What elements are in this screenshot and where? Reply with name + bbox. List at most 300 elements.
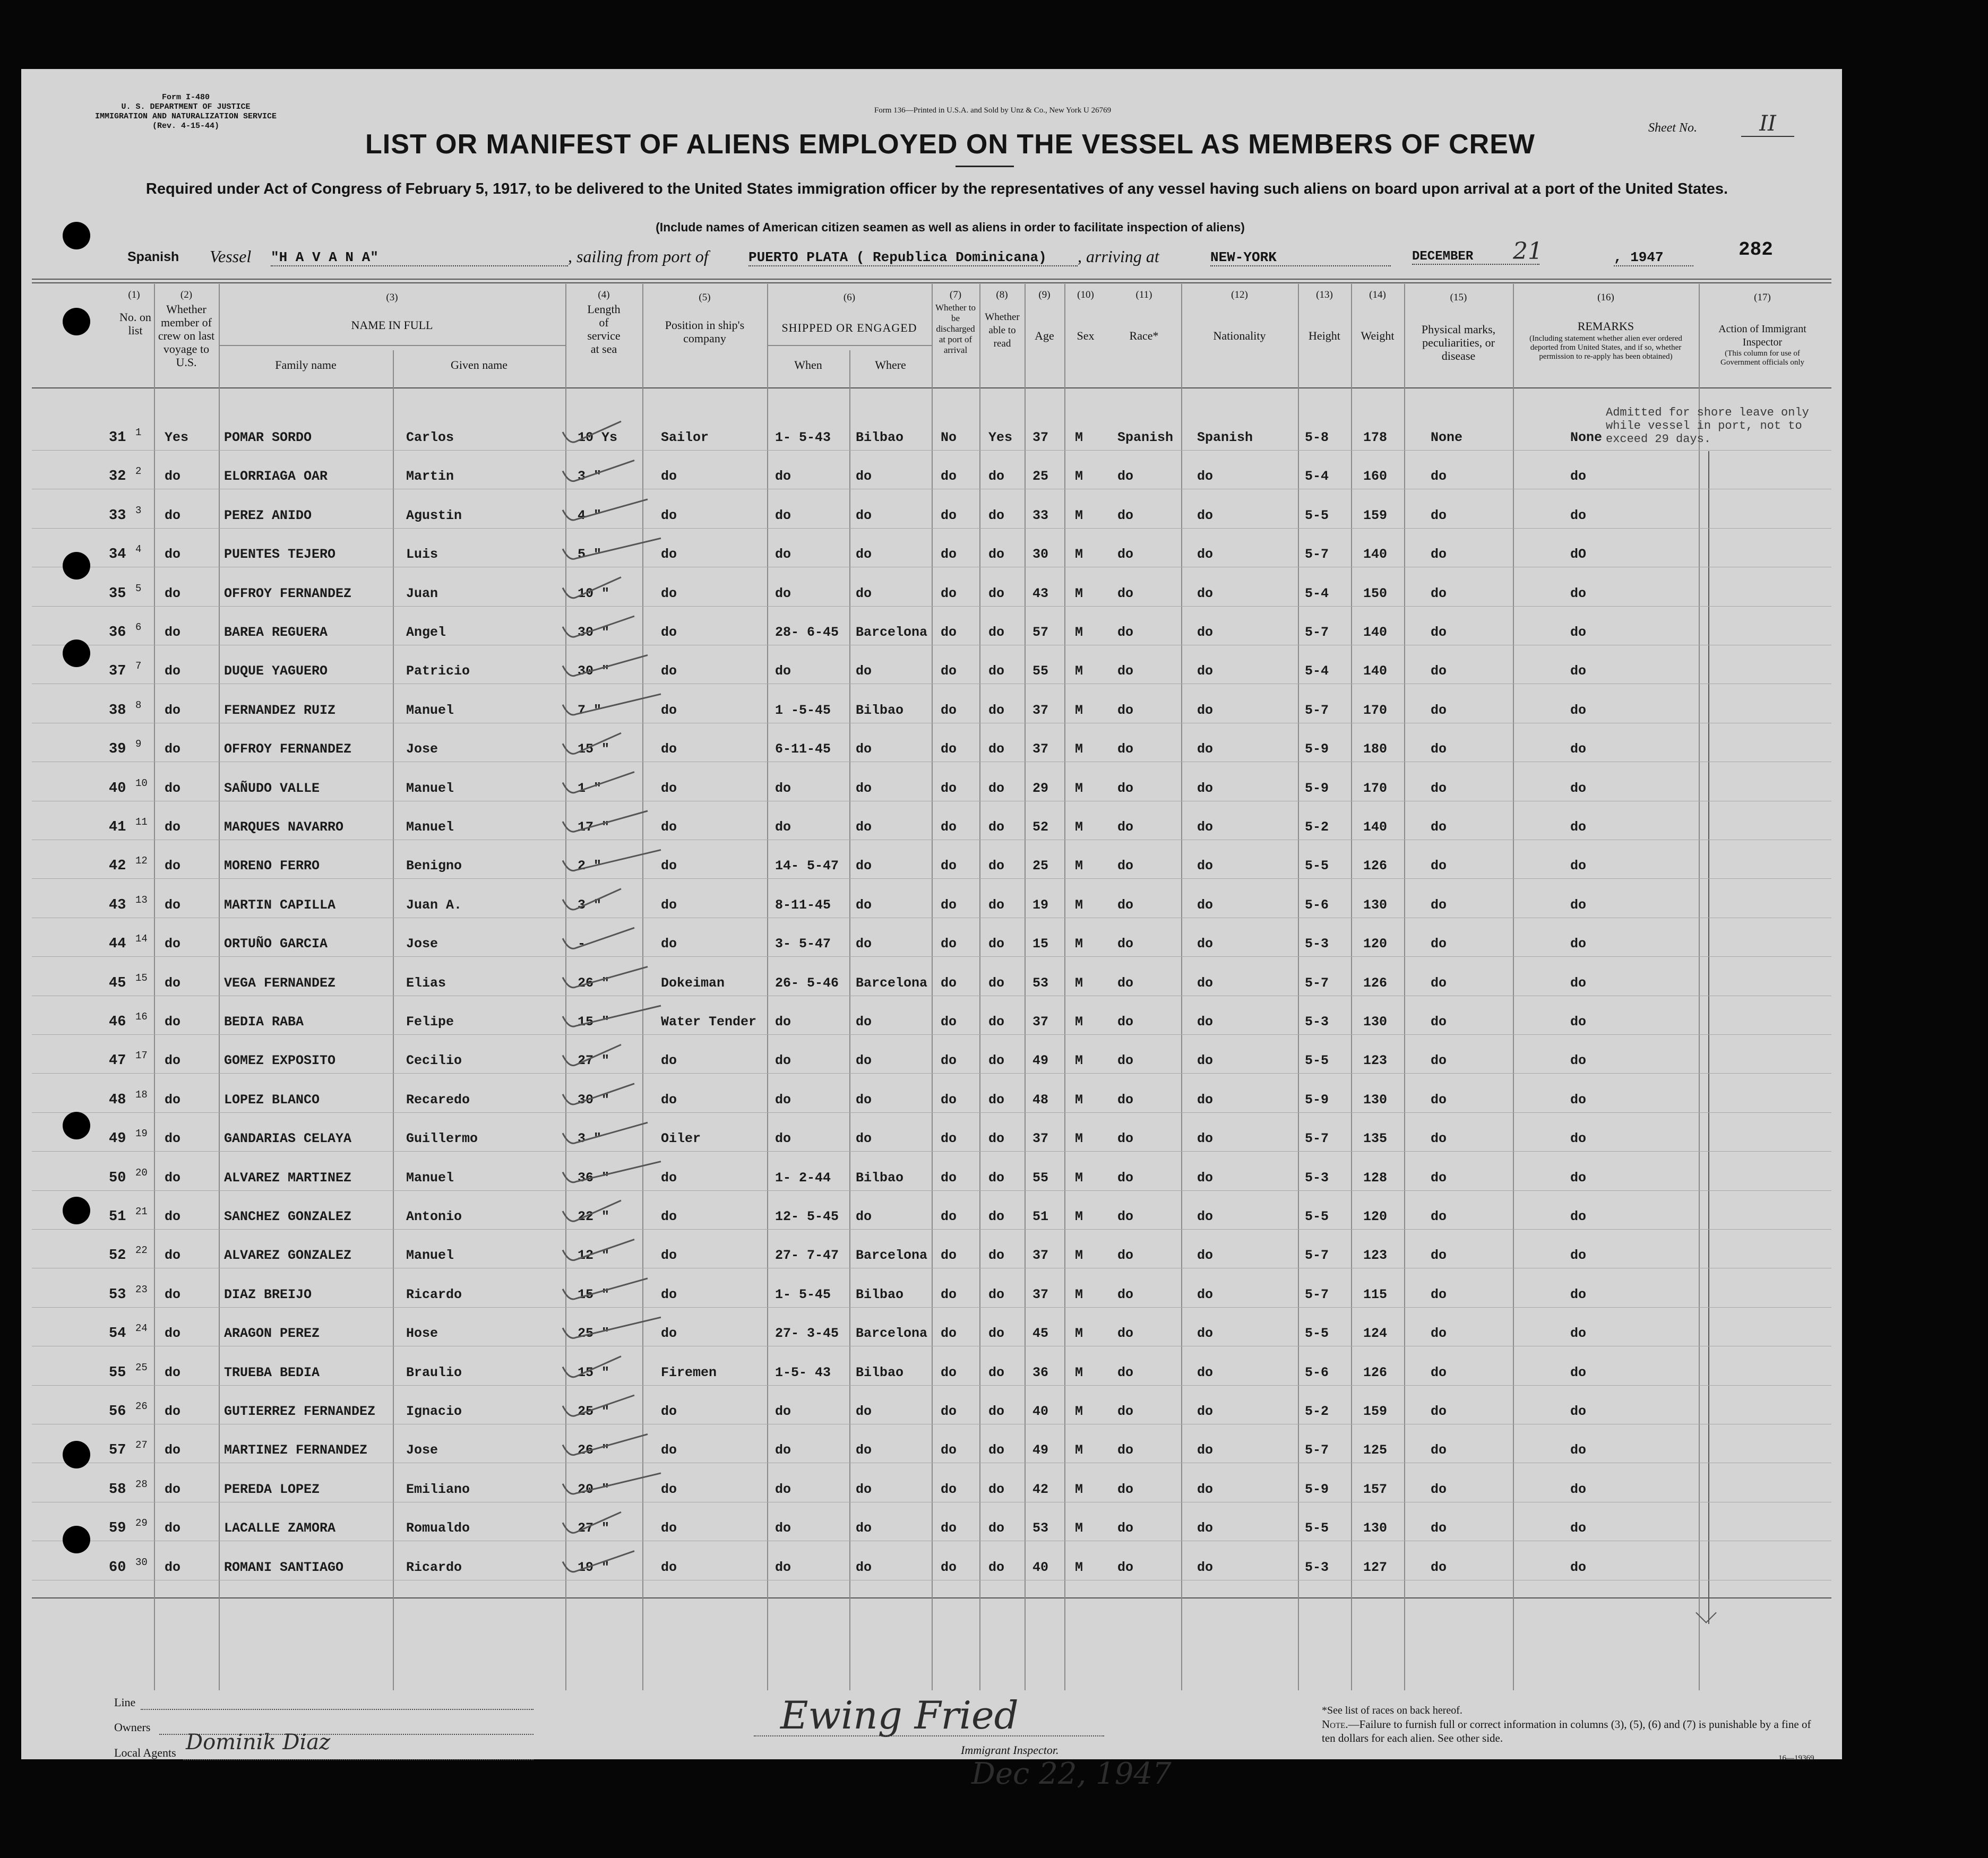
table-cell-age: 37 bbox=[1032, 1248, 1049, 1264]
pencil-tick bbox=[563, 1317, 661, 1338]
table-cell-row-number: 42 bbox=[109, 858, 126, 875]
pencil-tick bbox=[563, 655, 648, 676]
table-cell-length-of-service: 36 " bbox=[578, 1170, 610, 1186]
line-label: Line bbox=[114, 1696, 136, 1709]
table-cell-height: 5-4 bbox=[1305, 663, 1329, 679]
arriving-label: , arriving at bbox=[1078, 247, 1159, 266]
table-cell-discharge-flag: do bbox=[941, 507, 957, 523]
table-cell-shipped-where: do bbox=[856, 819, 872, 835]
table-cell-sex: M bbox=[1075, 975, 1083, 991]
table-cell-crew-member-flag: do bbox=[165, 663, 181, 679]
table-cell-physical-marks: do bbox=[1431, 897, 1447, 913]
table-cell-race: do bbox=[1117, 780, 1134, 796]
table-cell-physical-marks: do bbox=[1431, 1131, 1447, 1147]
table-cell-remarks: do bbox=[1570, 625, 1587, 640]
table-cell-row-line-number: 22 bbox=[135, 1245, 148, 1257]
table-cell-crew-member-flag: do bbox=[165, 547, 181, 563]
table-cell-remarks: dO bbox=[1570, 547, 1587, 563]
table-cell-row-number: 45 bbox=[109, 975, 126, 991]
table-cell-family-name: TRUEBA BEDIA bbox=[224, 1364, 320, 1380]
table-cell-race: do bbox=[1117, 507, 1134, 523]
table-cell-discharge-flag: do bbox=[941, 741, 957, 757]
table-cell-crew-member-flag: do bbox=[165, 780, 181, 796]
table-cell-race: do bbox=[1117, 936, 1134, 952]
table-cell-family-name: POMAR SORDO bbox=[224, 430, 312, 445]
col6-when-header: When bbox=[794, 358, 822, 371]
table-cell-race: do bbox=[1117, 1209, 1134, 1224]
table-cell-shipped-where: do bbox=[856, 507, 872, 523]
table-cell-physical-marks: do bbox=[1431, 1364, 1447, 1380]
table-cell-sex: M bbox=[1075, 663, 1083, 679]
col6-header: SHIPPED OR ENGAGED bbox=[781, 321, 917, 334]
table-cell-position: do bbox=[661, 1209, 677, 1224]
table-cell-age: 49 bbox=[1032, 1053, 1049, 1069]
table-cell-physical-marks: do bbox=[1431, 858, 1447, 874]
table-cell-discharge-flag: do bbox=[941, 897, 957, 913]
table-cell-crew-member-flag: do bbox=[165, 1053, 181, 1069]
table-cell-remarks: do bbox=[1570, 663, 1587, 679]
col10-header: Sex bbox=[1077, 329, 1095, 342]
table-cell-row-line-number: 9 bbox=[135, 738, 142, 750]
table-cell-position: do bbox=[661, 1248, 677, 1264]
table-cell-nationality: do bbox=[1197, 625, 1214, 640]
table-cell-crew-member-flag: do bbox=[165, 1092, 181, 1108]
col17-number: (17) bbox=[1754, 292, 1771, 303]
table-cell-race: do bbox=[1117, 819, 1134, 835]
table-cell-position: do bbox=[661, 625, 677, 640]
table-cell-shipped-where: do bbox=[856, 1520, 872, 1536]
table-cell-given-name: Martin bbox=[406, 469, 454, 485]
vessel-name: "H A V A N A" bbox=[271, 249, 568, 266]
table-cell-discharge-flag: do bbox=[941, 585, 957, 601]
inspector-arrow-line bbox=[1708, 451, 1709, 1624]
table-cell-row-line-number: 28 bbox=[135, 1478, 148, 1490]
table-cell-height: 5-3 bbox=[1305, 1170, 1329, 1186]
table-cell-height: 5-7 bbox=[1305, 975, 1329, 991]
table-cell-weight: 130 bbox=[1363, 1520, 1388, 1536]
binder-hole bbox=[63, 308, 90, 335]
table-cell-sex: M bbox=[1075, 858, 1083, 874]
pencil-tick bbox=[563, 1473, 661, 1494]
col4-number: (4) bbox=[598, 289, 610, 300]
table-cell-nationality: do bbox=[1197, 507, 1214, 523]
col8-number: (8) bbox=[996, 289, 1008, 300]
table-cell-crew-member-flag: do bbox=[165, 585, 181, 601]
owners-label: Owners bbox=[114, 1721, 151, 1734]
table-cell-family-name: LOPEZ BLANCO bbox=[224, 1092, 320, 1108]
pencil-tick bbox=[563, 967, 648, 988]
col10-number: (10) bbox=[1077, 289, 1094, 300]
table-cell-age: 33 bbox=[1032, 507, 1049, 523]
table-cell-row-line-number: 8 bbox=[135, 699, 142, 711]
table-cell-given-name: Jose bbox=[406, 936, 438, 952]
races-note: *See list of races on back hereof. bbox=[1322, 1705, 1462, 1716]
table-cell-shipped-where: do bbox=[856, 1209, 872, 1224]
table-cell-family-name: DUQUE YAGUERO bbox=[224, 663, 328, 679]
table-cell-row-line-number: 13 bbox=[135, 894, 148, 906]
table-cell-able-to-read: do bbox=[988, 897, 1005, 913]
table-cell-nationality: do bbox=[1197, 1286, 1214, 1302]
table-cell-shipped-when: do bbox=[775, 1442, 791, 1458]
table-cell-position: do bbox=[661, 819, 677, 835]
table-cell-age: 53 bbox=[1032, 975, 1049, 991]
table-cell-crew-member-flag: do bbox=[165, 858, 181, 874]
table-cell-given-name: Braulio bbox=[406, 1364, 462, 1380]
table-cell-physical-marks: do bbox=[1431, 936, 1447, 952]
pencil-tick bbox=[563, 577, 621, 598]
table-cell-row-line-number: 25 bbox=[135, 1361, 148, 1373]
col15-number: (15) bbox=[1450, 292, 1467, 303]
pencil-tick bbox=[563, 460, 634, 481]
table-cell-given-name: Jose bbox=[406, 1442, 438, 1458]
table-cell-race: do bbox=[1117, 625, 1134, 640]
table-cell-sex: M bbox=[1075, 1286, 1083, 1302]
table-cell-family-name: OFFROY FERNANDEZ bbox=[224, 741, 352, 757]
table-cell-weight: 130 bbox=[1363, 1092, 1388, 1108]
row-rule bbox=[32, 1073, 1831, 1074]
table-cell-weight: 123 bbox=[1363, 1053, 1388, 1069]
col9-number: (9) bbox=[1038, 289, 1051, 300]
table-cell-discharge-flag: do bbox=[941, 1053, 957, 1069]
table-cell-row-number: 33 bbox=[109, 507, 126, 524]
table-top-rule bbox=[32, 279, 1831, 280]
table-cell-row-number: 56 bbox=[109, 1404, 126, 1420]
table-cell-age: 25 bbox=[1032, 469, 1049, 485]
page-number: 282 bbox=[1739, 239, 1773, 261]
table-cell-sex: M bbox=[1075, 1364, 1083, 1380]
table-cell-shipped-when: do bbox=[775, 1481, 791, 1497]
table-cell-weight: 130 bbox=[1363, 897, 1388, 913]
col-divider bbox=[1298, 284, 1299, 1690]
table-cell-shipped-where: do bbox=[856, 936, 872, 952]
table-cell-physical-marks: do bbox=[1431, 1481, 1447, 1497]
table-cell-age: 45 bbox=[1032, 1326, 1049, 1342]
table-cell-shipped-where: Bilbao bbox=[856, 1364, 904, 1380]
table-cell-shipped-where: Barcelona bbox=[856, 1248, 928, 1264]
binder-hole bbox=[63, 640, 90, 667]
table-cell-family-name: BEDIA RABA bbox=[224, 1014, 304, 1030]
table-cell-height: 5-2 bbox=[1305, 819, 1329, 835]
table-cell-height: 5-5 bbox=[1305, 1326, 1329, 1342]
table-cell-remarks: do bbox=[1570, 1520, 1587, 1536]
departure-port: PUERTO PLATA ( Republica Dominicana) bbox=[748, 249, 1078, 266]
table-cell-discharge-flag: do bbox=[941, 469, 957, 485]
pencil-tick bbox=[563, 1512, 621, 1533]
table-cell-weight: 126 bbox=[1363, 1364, 1388, 1380]
table-cell-shipped-when: 26- 5-46 bbox=[775, 975, 839, 991]
agents-signature: Dominik Diaz bbox=[186, 1730, 331, 1755]
table-cell-row-number: 57 bbox=[109, 1442, 126, 1459]
table-cell-height: 5-2 bbox=[1305, 1404, 1329, 1419]
table-cell-nationality: do bbox=[1197, 780, 1214, 796]
table-cell-height: 5-3 bbox=[1305, 1014, 1329, 1030]
pencil-tick bbox=[563, 538, 661, 559]
table-cell-weight: 127 bbox=[1363, 1559, 1388, 1575]
table-cell-age: 15 bbox=[1032, 936, 1049, 952]
table-cell-family-name: LACALLE ZAMORA bbox=[224, 1520, 336, 1536]
table-cell-crew-member-flag: do bbox=[165, 1170, 181, 1186]
table-cell-sex: M bbox=[1075, 507, 1083, 523]
table-cell-age: 57 bbox=[1032, 625, 1049, 640]
table-cell-row-number: 54 bbox=[109, 1326, 126, 1342]
table-cell-discharge-flag: do bbox=[941, 1442, 957, 1458]
table-cell-position: Dokeiman bbox=[661, 975, 725, 991]
table-cell-height: 5-3 bbox=[1305, 1559, 1329, 1575]
table-cell-age: 37 bbox=[1032, 1131, 1049, 1147]
table-cell-nationality: do bbox=[1197, 897, 1214, 913]
table-cell-length-of-service: 3 " bbox=[578, 897, 602, 913]
col16-subheader: (Including statement whether alien ever ordered deported from United States, and if so, whether permission to re-apply has been obtained) bbox=[1529, 334, 1682, 361]
table-cell-race: do bbox=[1117, 663, 1134, 679]
table-cell-remarks: do bbox=[1570, 585, 1587, 601]
col3-header: NAME IN FULL bbox=[351, 318, 433, 332]
table-cell-shipped-when: do bbox=[775, 1404, 791, 1419]
table-cell-row-number: 46 bbox=[109, 1014, 126, 1030]
table-cell-shipped-when: 14- 5-47 bbox=[775, 858, 839, 874]
table-cell-length-of-service: 20 " bbox=[578, 1481, 610, 1497]
table-cell-able-to-read: do bbox=[988, 858, 1005, 874]
table-cell-race: do bbox=[1117, 469, 1134, 485]
table-cell-able-to-read: do bbox=[988, 702, 1005, 718]
table-cell-able-to-read: do bbox=[988, 625, 1005, 640]
department-label: U. S. DEPARTMENT OF JUSTICE bbox=[121, 102, 251, 111]
table-cell-sex: M bbox=[1075, 1092, 1083, 1108]
table-cell-height: 5-9 bbox=[1305, 780, 1329, 796]
table-cell-discharge-flag: do bbox=[941, 858, 957, 874]
table-cell-remarks: do bbox=[1570, 858, 1587, 874]
table-cell-sex: M bbox=[1075, 547, 1083, 563]
table-cell-position: do bbox=[661, 1286, 677, 1302]
table-cell-given-name: Manuel bbox=[406, 819, 454, 835]
table-cell-crew-member-flag: do bbox=[165, 1364, 181, 1380]
table-cell-given-name: Patricio bbox=[406, 663, 470, 679]
table-cell-physical-marks: do bbox=[1431, 975, 1447, 991]
table-cell-height: 5-5 bbox=[1305, 1209, 1329, 1224]
table-cell-given-name: Hose bbox=[406, 1326, 438, 1342]
pencil-tick bbox=[563, 421, 621, 442]
table-cell-shipped-where: do bbox=[856, 1092, 872, 1108]
table-cell-able-to-read: do bbox=[988, 975, 1005, 991]
table-cell-weight: 159 bbox=[1363, 507, 1388, 523]
table-cell-remarks: do bbox=[1570, 1170, 1587, 1186]
table-cell-row-line-number: 30 bbox=[135, 1556, 148, 1568]
table-cell-height: 5-7 bbox=[1305, 1248, 1329, 1264]
table-cell-row-number: 40 bbox=[109, 780, 126, 797]
table-cell-row-number: 47 bbox=[109, 1053, 126, 1069]
table-cell-length-of-service: 1 " bbox=[578, 780, 602, 796]
table-cell-crew-member-flag: do bbox=[165, 1481, 181, 1497]
table-cell-position: do bbox=[661, 1404, 677, 1419]
table-cell-sex: M bbox=[1075, 1053, 1083, 1069]
table-cell-sex: M bbox=[1075, 1404, 1083, 1419]
table-cell-given-name: Romualdo bbox=[406, 1520, 470, 1536]
table-cell-family-name: ORTUÑO GARCIA bbox=[224, 936, 328, 952]
table-cell-given-name: Felipe bbox=[406, 1014, 454, 1030]
table-cell-length-of-service: 15 " bbox=[578, 741, 610, 757]
table-cell-family-name: PEREZ ANIDO bbox=[224, 507, 312, 523]
table-cell-height: 5-5 bbox=[1305, 507, 1329, 523]
pencil-tick bbox=[563, 889, 621, 910]
table-cell-length-of-service: 26 " bbox=[578, 975, 610, 991]
table-cell-age: 51 bbox=[1032, 1209, 1049, 1224]
table-cell-weight: 140 bbox=[1363, 547, 1388, 563]
printer-note: Form 136—Printed in U.S.A. and Sold by Unz & Co., New York U 26769 bbox=[874, 106, 1112, 115]
table-cell-nationality: do bbox=[1197, 547, 1214, 563]
table-cell-shipped-where: do bbox=[856, 1131, 872, 1147]
table-cell-able-to-read: Yes bbox=[988, 430, 1013, 445]
table-cell-position: do bbox=[661, 897, 677, 913]
table-cell-row-line-number: 24 bbox=[135, 1323, 148, 1335]
pencil-tick bbox=[563, 616, 634, 637]
table-cell-length-of-service: 4 " bbox=[578, 507, 602, 523]
table-cell-row-line-number: 12 bbox=[135, 855, 148, 867]
table-cell-given-name: Recaredo bbox=[406, 1092, 470, 1108]
table-cell-shipped-where: Bilbao bbox=[856, 702, 904, 718]
table-cell-age: 37 bbox=[1032, 702, 1049, 718]
table-cell-nationality: do bbox=[1197, 936, 1214, 952]
arrival-port: NEW-YORK bbox=[1210, 249, 1391, 266]
table-cell-race: do bbox=[1117, 1248, 1134, 1264]
table-cell-shipped-when: do bbox=[775, 819, 791, 835]
table-cell-nationality: do bbox=[1197, 1170, 1214, 1186]
table-cell-crew-member-flag: do bbox=[165, 936, 181, 952]
table-cell-position: do bbox=[661, 1442, 677, 1458]
table-cell-sex: M bbox=[1075, 741, 1083, 757]
inspector-date: Dec 22, 1947 bbox=[971, 1757, 1172, 1791]
note-label: Note. bbox=[1322, 1718, 1348, 1731]
table-cell-remarks: do bbox=[1570, 1326, 1587, 1342]
pencil-tick bbox=[563, 1122, 648, 1143]
table-cell-position: do bbox=[661, 1481, 677, 1497]
table-cell-physical-marks: do bbox=[1431, 1170, 1447, 1186]
table-cell-remarks: do bbox=[1570, 1209, 1587, 1224]
vessel-label: Vessel bbox=[210, 247, 252, 266]
table-cell-weight: 126 bbox=[1363, 975, 1388, 991]
table-cell-discharge-flag: do bbox=[941, 780, 957, 796]
table-cell-able-to-read: do bbox=[988, 741, 1005, 757]
col3-number: (3) bbox=[386, 292, 398, 303]
table-cell-family-name: MARQUES NAVARRO bbox=[224, 819, 344, 835]
note-text: —Failure to furnish full or correct information in columns (3), (5), (6) and (7) is punishable by a fine of ten dollars for each alien. See other side. bbox=[1322, 1718, 1811, 1744]
table-cell-shipped-where: do bbox=[856, 585, 872, 601]
table-cell-shipped-where: Barcelona bbox=[856, 975, 928, 991]
table-cell-shipped-when: 1 -5-45 bbox=[775, 702, 831, 718]
table-cell-shipped-where: Bilbao bbox=[856, 1286, 904, 1302]
table-cell-crew-member-flag: do bbox=[165, 1559, 181, 1575]
table-cell-nationality: do bbox=[1197, 1053, 1214, 1069]
sheet-label: Sheet No. bbox=[1648, 121, 1697, 135]
table-cell-nationality: do bbox=[1197, 1559, 1214, 1575]
table-cell-discharge-flag: do bbox=[941, 975, 957, 991]
table-cell-weight: 170 bbox=[1363, 780, 1388, 796]
table-cell-physical-marks: do bbox=[1431, 507, 1447, 523]
table-cell-position: do bbox=[661, 1092, 677, 1108]
table-cell-able-to-read: do bbox=[988, 1014, 1005, 1030]
table-cell-row-line-number: 11 bbox=[135, 816, 148, 828]
table-cell-shipped-when: 27- 7-47 bbox=[775, 1248, 839, 1264]
vessel-nationality: Spanish bbox=[127, 249, 179, 264]
table-cell-family-name: OFFROY FERNANDEZ bbox=[224, 585, 352, 601]
col-divider bbox=[849, 350, 850, 1690]
table-cell-crew-member-flag: do bbox=[165, 897, 181, 913]
row-rule bbox=[32, 1112, 1831, 1113]
col-divider bbox=[393, 350, 394, 1690]
table-cell-family-name: PUENTES TEJERO bbox=[224, 547, 336, 563]
table-cell-family-name: SANCHEZ GONZALEZ bbox=[224, 1209, 352, 1224]
table-cell-able-to-read: do bbox=[988, 1248, 1005, 1264]
line-field bbox=[141, 1709, 533, 1710]
table-cell-given-name: Manuel bbox=[406, 1170, 454, 1186]
table-cell-physical-marks: do bbox=[1431, 1286, 1447, 1302]
table-cell-shipped-where: do bbox=[856, 1442, 872, 1458]
table-cell-position: do bbox=[661, 547, 677, 563]
table-cell-nationality: do bbox=[1197, 741, 1214, 757]
col-divider bbox=[932, 284, 933, 1690]
col9-header: Age bbox=[1035, 329, 1054, 342]
table-cell-sex: M bbox=[1075, 936, 1083, 952]
binder-hole bbox=[63, 1112, 90, 1139]
col12-header: Nationality bbox=[1213, 329, 1266, 342]
table-cell-length-of-service: 25 " bbox=[578, 1404, 610, 1419]
title-underline bbox=[956, 166, 1014, 167]
table-cell-crew-member-flag: do bbox=[165, 819, 181, 835]
table-cell-given-name: Angel bbox=[406, 625, 446, 640]
table-cell-shipped-when: do bbox=[775, 1131, 791, 1147]
col-divider bbox=[1513, 284, 1514, 1690]
table-cell-shipped-where: Bilbao bbox=[856, 1170, 904, 1186]
table-cell-length-of-service: 27 " bbox=[578, 1053, 610, 1069]
table-cell-remarks: do bbox=[1570, 1131, 1587, 1147]
table-cell-nationality: do bbox=[1197, 1248, 1214, 1264]
table-cell-family-name: GANDARIAS CELAYA bbox=[224, 1131, 352, 1147]
table-cell-given-name: Carlos bbox=[406, 430, 454, 445]
table-cell-nationality: do bbox=[1197, 469, 1214, 485]
table-cell-shipped-where: do bbox=[856, 1053, 872, 1069]
table-cell-shipped-where: do bbox=[856, 780, 872, 796]
row-rule bbox=[32, 1385, 1831, 1386]
table-cell-crew-member-flag: do bbox=[165, 625, 181, 640]
table-cell-physical-marks: do bbox=[1431, 1404, 1447, 1419]
table-cell-weight: 135 bbox=[1363, 1131, 1388, 1147]
table-cell-length-of-service: 2 " bbox=[578, 858, 602, 874]
table-cell-family-name: PEREDA LOPEZ bbox=[224, 1481, 320, 1497]
table-cell-weight: 140 bbox=[1363, 663, 1388, 679]
table-cell-row-number: 49 bbox=[109, 1131, 126, 1147]
table-cell-nationality: do bbox=[1197, 1442, 1214, 1458]
table-cell-shipped-where: do bbox=[856, 1559, 872, 1575]
table-cell-nationality: do bbox=[1197, 1481, 1214, 1497]
table-cell-position: do bbox=[661, 1053, 677, 1069]
table-cell-discharge-flag: do bbox=[941, 1559, 957, 1575]
table-cell-discharge-flag: do bbox=[941, 1364, 957, 1380]
col6-number: (6) bbox=[843, 292, 856, 303]
table-cell-able-to-read: do bbox=[988, 819, 1005, 835]
table-cell-race: do bbox=[1117, 897, 1134, 913]
table-cell-race: do bbox=[1117, 1520, 1134, 1536]
table-cell-able-to-read: do bbox=[988, 1092, 1005, 1108]
table-cell-sex: M bbox=[1075, 1442, 1083, 1458]
table-cell-age: 37 bbox=[1032, 1014, 1049, 1030]
table-cell-length-of-service: 27 " bbox=[578, 1520, 610, 1536]
table-cell-race: do bbox=[1117, 1404, 1134, 1419]
col7-header: Whether to be discharged at port of arrival bbox=[935, 303, 976, 355]
table-cell-position: do bbox=[661, 585, 677, 601]
col16-header: REMARKS bbox=[1577, 319, 1634, 333]
table-cell-length-of-service: 30 " bbox=[578, 663, 610, 679]
col5-number: (5) bbox=[699, 292, 711, 303]
form-code: 16—19369 bbox=[1778, 1754, 1814, 1762]
table-cell-discharge-flag: do bbox=[941, 1092, 957, 1108]
